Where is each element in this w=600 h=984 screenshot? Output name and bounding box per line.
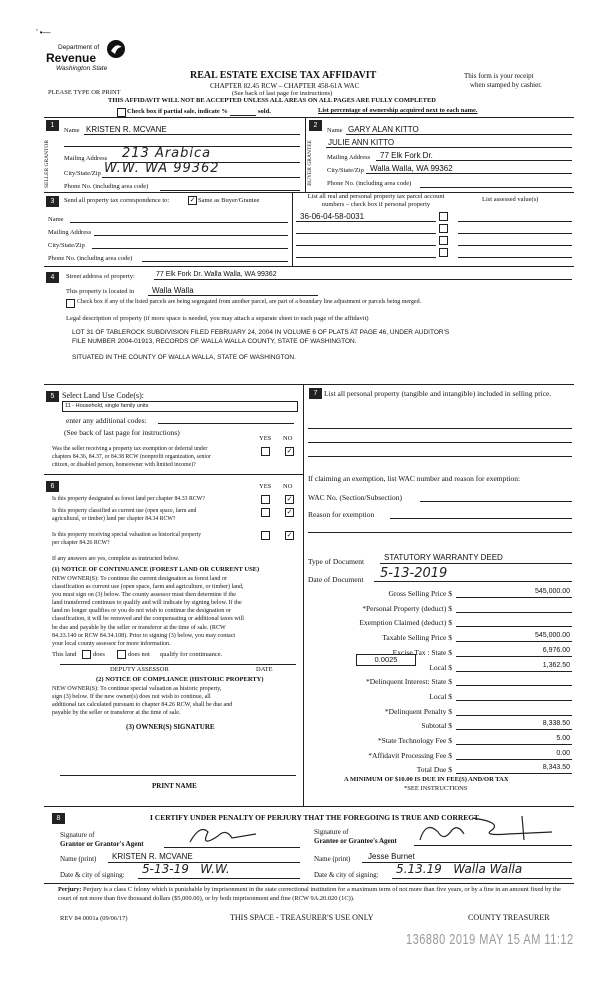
amount-label: *Personal Property (deduct) $ xyxy=(362,603,452,613)
perjury-statement xyxy=(58,886,572,903)
amount-label: Local $ xyxy=(429,691,452,701)
logo-dept: Department of xyxy=(58,44,100,51)
grantee-sig-label-1: Signature of xyxy=(314,828,349,836)
notice1-line: your local county assessor for more information. xyxy=(52,640,171,647)
notice1-line: 84.33.140 or RCW 84.34.108). Prior to signing (3) below, you may contact xyxy=(52,632,236,639)
seller-phone-line xyxy=(160,190,300,191)
doc-type-line xyxy=(380,563,572,564)
amount-label: Taxable Selling Price $ xyxy=(382,633,452,643)
current-use-q-2: agricultural, or timber) land per chapter 84.34 RCW? xyxy=(52,516,176,522)
section-6-top xyxy=(44,474,303,475)
amount-label: Total Due $ xyxy=(416,765,452,775)
legal-line-3: SITUATED IN THE COUNTY OF WALLA WALLA, STATE OF WASHINGTON. xyxy=(72,354,296,361)
form-chapter: CHAPTER 82.45 RCW – CHAPTER 458-61A WAC xyxy=(210,82,360,90)
located-label: This property is located in xyxy=(66,288,135,295)
notice1-line: be due and payable by the seller or transferor at the time of sale. (RCW xyxy=(52,624,226,631)
amount-line xyxy=(456,729,572,730)
wac-claim-label: If claiming an exemption, list WAC number and reason for exemption: xyxy=(308,474,521,483)
personal-line-1 xyxy=(308,428,572,429)
minimum-due-note: A MINIMUM OF $10.00 IS DUE IN FEE(S) AND/OR TAX xyxy=(344,776,509,783)
segregated-checkbox[interactable] xyxy=(66,299,75,308)
amount-line xyxy=(456,671,572,672)
grantor-sig-label-1: Signature of xyxy=(60,831,95,839)
receipt-note-2: when stamped by cashier. xyxy=(470,81,542,89)
amount-line xyxy=(456,700,572,701)
forest-yes-checkbox[interactable] xyxy=(261,495,270,504)
grantee-sig-label-2: Grantee or Grantee's Agent xyxy=(314,837,397,845)
parcel-line-2 xyxy=(296,233,436,234)
land-use-select[interactable]: 11 - Household, single family units xyxy=(62,401,298,412)
partial-sale-line xyxy=(230,115,256,116)
buyer-city-label: City/State/Zip xyxy=(327,167,364,174)
assessed-line-2 xyxy=(458,233,572,234)
s5-see-back: (See back of last page for instructions) xyxy=(64,428,180,437)
buyer-phone-line xyxy=(420,187,572,188)
buyer-name-line xyxy=(346,134,572,135)
current-use-yes-checkbox[interactable] xyxy=(261,508,270,517)
exemption-q-3: citizen, or disabled person, homeowner with limited income)? xyxy=(52,462,196,468)
s3-city-label: City/State/Zip xyxy=(48,242,85,249)
same-as-buyer-label: Same as Buyer/Grantee xyxy=(198,197,260,204)
amount-label: *Delinquent Penalty $ xyxy=(384,706,452,716)
perjury-top xyxy=(44,883,574,884)
reason-line xyxy=(390,518,572,519)
not-accepted-warning: THIS AFFIDAVIT WILL NOT BE ACCEPTED UNLESS ALL AREAS ON ALL PAGES ARE FULLY COMPLETED xyxy=(108,97,436,104)
section-4-top xyxy=(44,266,574,267)
qualify-label: qualify for continuance. xyxy=(160,651,223,658)
exemption-q-2: chapters 84.36, 84.37, or 84.38 RCW (nonprofit organization, senior xyxy=(52,454,211,460)
s5-no-header: NO xyxy=(283,435,293,442)
s6-yes-header: YES xyxy=(259,483,272,490)
seller-name-label: Name xyxy=(64,127,80,134)
s3-city-line xyxy=(92,248,288,249)
received-stamp: 136880 2019 MAY 15 AM 11:12 xyxy=(406,932,574,948)
corner-marks: ’ •— xyxy=(36,28,51,37)
notice1-line: land transferred continues to qualify and will indicate by signing below. If the xyxy=(52,600,242,607)
buyer-phone-label: Phone No. (including area code) xyxy=(327,180,412,187)
amount-value[interactable]: 8,338.50 xyxy=(542,720,570,728)
seller-city[interactable]: W.W. WA 99362 xyxy=(104,161,220,176)
grantor-signature-icon xyxy=(160,822,270,850)
notice-compliance-body xyxy=(52,685,300,717)
deputy-assessor-label: DEPUTY ASSESSOR xyxy=(110,666,169,673)
additional-codes-label: enter any additional codes: xyxy=(66,416,147,425)
amount-label: Excise Tax : State $ xyxy=(392,647,452,657)
amount-label: Local $ xyxy=(429,662,452,672)
list-percentage-note: List percentage of ownership acquired next to each name. xyxy=(318,107,478,114)
grantee-sig-line xyxy=(414,845,572,846)
revenue-logo xyxy=(44,38,124,78)
historic-no-checkbox[interactable]: ✓ xyxy=(286,531,293,539)
buyer-city-line xyxy=(366,173,572,174)
notice2-line: NEW OWNER(S): To continue special valuation as historic property, xyxy=(52,686,222,692)
section-8-top xyxy=(44,806,574,807)
buyer-city[interactable]: Walla Walla, WA 99362 xyxy=(370,164,453,173)
amount-value[interactable]: 6,976.00 xyxy=(542,646,570,654)
segregated-label: Check box if any of the listed parcels are being segregated from another parcel, are part of a boundary line adjustment or parcels being merged. xyxy=(77,299,422,305)
forest-no-checkbox[interactable]: ✓ xyxy=(286,495,293,503)
logo-swirl-icon xyxy=(106,38,126,60)
amount-label: Subtotal $ xyxy=(421,721,452,731)
grantor-date-label: Date & city of signing: xyxy=(60,871,125,879)
s5-yes-header: YES xyxy=(259,435,272,442)
perjury-text: Perjury is a class C felony which is punishable by imprisonment in the state correctional institution for a maximum term of not more than five years, or by a fine in an amount fixed by the court of not more than five thousand dollars ($5,000.00), or by both imprisonment and fine (RCW 9A.20.020 (1C)). xyxy=(58,886,561,902)
amount-line xyxy=(456,612,572,613)
section-5-number: 5 xyxy=(46,391,59,402)
section-2-number: 2 xyxy=(309,120,322,131)
buyer-side-label: BUYER GRANTEE xyxy=(307,140,313,186)
parcel-personal-checkbox-3[interactable] xyxy=(439,236,448,245)
owner-signature-label: (3) OWNER(S) SIGNATURE xyxy=(126,723,215,731)
form-number: REV 84 0001a (09/06/17) xyxy=(60,915,128,922)
please-type: PLEASE TYPE OR PRINT xyxy=(48,89,121,96)
buyer-mailing-line xyxy=(376,160,572,161)
this-land-label: This land xyxy=(52,651,77,658)
historic-q-2: per chapter 84.26 RCW? xyxy=(52,540,110,546)
notice-continuance-body xyxy=(52,575,300,648)
notice1-line: classification as current use (open space, farm and agriculture, or timber) land, xyxy=(52,584,244,591)
amount-label: Exemption Claimed (deduct) $ xyxy=(359,618,452,628)
section-5-top xyxy=(44,384,574,385)
exemption-no-checkbox[interactable]: ✓ xyxy=(286,447,293,455)
s3-name-label: Name xyxy=(48,216,64,223)
amount-line xyxy=(456,656,572,657)
grantor-sig-label-2: Grantor or Grantor's Agent xyxy=(60,840,144,848)
does-label: does xyxy=(93,651,105,658)
section-1-number: 1 xyxy=(46,120,59,131)
parcel-header: List all real and personal property tax parcel account numbers – check box if personal property xyxy=(307,193,445,208)
see-instructions-note: *SEE INSTRUCTIONS xyxy=(404,785,468,792)
additional-codes-line xyxy=(158,423,294,424)
parcel-personal-checkbox-2[interactable] xyxy=(439,224,448,233)
s3-phone-line xyxy=(142,261,288,262)
doc-date-label: Date of Document xyxy=(308,575,364,584)
seller-mailing[interactable]: 213 Arabica xyxy=(122,146,212,161)
buyer-name-2[interactable]: JULIE ANN KITTO xyxy=(328,138,395,147)
amount-line xyxy=(456,641,572,642)
section-3-number: 3 xyxy=(46,196,59,207)
amount-value[interactable]: 545,000.00 xyxy=(534,632,570,640)
logo-name: Revenue xyxy=(46,51,97,65)
does-not-label: does not xyxy=(128,651,150,658)
forest-land-q: Is this property designated as forest land per chapter 84.33 RCW? xyxy=(52,496,205,502)
seller-mailing-label: Mailing Address xyxy=(64,155,108,162)
seller-phone-label: Phone No. (including area code) xyxy=(64,183,149,190)
seller-side-label: SELLER GRANTOR xyxy=(44,140,50,189)
notice-continuance-title: (1) NOTICE OF CONTINUANCE (FOREST LAND OR CURRENT USE) xyxy=(52,566,260,573)
print-name-line xyxy=(60,775,296,776)
legal-label: Legal description of property (if more space is needed, you may attach a separate sheet to each page of the affidavit) xyxy=(66,315,369,322)
notice2-line: sign (3) below. If the new owner(s) does not wish to continue, all xyxy=(52,694,211,700)
parcel-line-3 xyxy=(296,245,436,246)
sold-label: sold. xyxy=(258,108,271,115)
parcel-number-1[interactable]: 36-06-04-58-0031 xyxy=(300,212,365,221)
located-in[interactable]: Walla Walla xyxy=(152,286,194,295)
local-rate-box[interactable]: 0.0025 xyxy=(356,654,416,666)
grantee-name-label: Name (print) xyxy=(314,855,351,863)
amount-label: *Affidavit Processing Fee $ xyxy=(368,750,452,760)
assessed-header: List assessed value(s) xyxy=(482,196,539,203)
parcel-personal-checkbox-4[interactable] xyxy=(439,248,448,257)
amount-line xyxy=(456,597,572,598)
grantee-signature-icon xyxy=(412,812,562,846)
personal-property-label: List all personal property (tangible and intangible) included in selling price. xyxy=(324,389,552,398)
amount-value[interactable]: 0.00 xyxy=(556,749,570,757)
notice2-line: additional tax calculated pursuant to chapter 84.26 RCW, shall be due and xyxy=(52,702,233,708)
print-name-label: PRINT NAME xyxy=(152,782,197,790)
seller-name[interactable]: KRISTEN R. MCVANE xyxy=(86,125,167,134)
notice1-line: you must sign on (3) below. The county assessor must then determine if the xyxy=(52,592,236,599)
section-6-number: 6 xyxy=(46,481,59,492)
amount-label: *Delinquent Interest: State $ xyxy=(365,677,452,687)
seller-city-line xyxy=(102,177,300,178)
notice2-line: payable by the seller or transferor at the time of sale. xyxy=(52,710,181,716)
doc-date-line xyxy=(374,581,572,582)
buyer-mailing[interactable]: 77 Elk Fork Dr. xyxy=(380,151,433,160)
historic-yes-checkbox[interactable] xyxy=(261,531,270,540)
form-title: REAL ESTATE EXCISE TAX AFFIDAVIT xyxy=(190,70,377,81)
frame-top xyxy=(44,117,574,118)
assessed-line-1 xyxy=(458,221,572,222)
wac-no-label: WAC No. (Section/Subsection) xyxy=(308,493,402,502)
seller-city-label: City/State/Zip xyxy=(64,170,101,177)
parcel-line-4 xyxy=(296,257,436,258)
does-not-checkbox[interactable] xyxy=(117,650,126,659)
buyer-name-1[interactable]: GARY ALAN KITTO xyxy=(348,125,419,134)
seller-name-line xyxy=(84,134,300,135)
amount-value[interactable]: 545,000.00 xyxy=(534,588,570,595)
doc-type-label: Type of Document xyxy=(308,557,365,566)
exemption-q-1: Was the seller receiving a property tax exemption or deferral under xyxy=(52,446,208,452)
notice1-line: classification, it will be removed and the compensating or additional taxes will xyxy=(52,616,244,623)
grantor-date-line xyxy=(138,878,300,879)
notice1-line: land no longer qualifies or you do not wish to continue the designation or xyxy=(52,608,231,615)
amount-value[interactable]: 1,362.50 xyxy=(542,661,570,669)
grantor-date-city[interactable]: 5-13-19 W.W. xyxy=(142,862,230,876)
grantor-name-label: Name (print) xyxy=(60,855,97,863)
personal-line-2 xyxy=(308,442,572,443)
doc-date[interactable]: 5-13-2019 xyxy=(380,566,448,581)
buyer-mailing-label: Mailing Address xyxy=(327,154,371,161)
amount-value[interactable]: 8,343.50 xyxy=(542,764,570,772)
legal-line-2: FILE NUMBER 2004-01913, RECORDS OF WALLA WALLA COUNTY, STATE OF WASHINGTON. xyxy=(72,338,357,345)
street-address[interactable]: 77 Elk Fork Dr. Walla Walla, WA 99362 xyxy=(156,271,277,278)
amount-line xyxy=(456,626,572,627)
amount-line xyxy=(456,685,572,686)
personal-line-3 xyxy=(308,456,572,457)
reason-line-2 xyxy=(308,532,572,533)
historic-q-1: Is this property receiving special valuation as historical property xyxy=(52,532,202,538)
s3-mailing-line xyxy=(94,235,288,236)
amount-label: *State Technology Fee $ xyxy=(377,736,452,745)
amount-line xyxy=(456,744,572,745)
parcel-line-1 xyxy=(296,221,436,222)
logo-state: Washington State xyxy=(56,65,108,72)
deputy-line xyxy=(60,664,296,665)
section-4-number: 4 xyxy=(46,272,59,283)
grantee-date-city[interactable]: 5.13.19 Walla Walla xyxy=(396,862,523,876)
deputy-date-label: DATE xyxy=(256,666,273,673)
certify-statement: I CERTIFY UNDER PENALTY OF PERJURY THAT THE FOREGOING IS TRUE AND CORRECT. xyxy=(150,813,481,822)
buyer-name-label: Name xyxy=(327,127,343,134)
reason-label: Reason for exemption xyxy=(308,510,375,519)
current-use-no-checkbox[interactable]: ✓ xyxy=(286,508,293,516)
grantee-date-label: Date & city of signing: xyxy=(314,871,379,879)
wac-no-line xyxy=(420,501,572,502)
land-use-label: Select Land Use Code(s): xyxy=(62,391,144,400)
s3-mailing-label: Mailing Address xyxy=(48,229,92,236)
s3-divider xyxy=(292,192,293,266)
county-treasurer: COUNTY TREASURER xyxy=(468,913,550,922)
partial-sale-label: Check box if partial sale, indicate % xyxy=(127,108,228,115)
section-8-number: 8 xyxy=(52,813,65,824)
notice-compliance-title: (2) NOTICE OF COMPLIANCE (HISTORIC PROPERTY) xyxy=(96,676,264,683)
does-checkbox[interactable] xyxy=(82,650,91,659)
located-line xyxy=(148,295,318,296)
s3-phone-label: Phone No. (including area code) xyxy=(48,255,133,262)
notice1-line: NEW OWNER(S): To continue the current designation as forest land or xyxy=(52,576,228,582)
doc-type[interactable]: STATUTORY WARRANTY DEED xyxy=(384,553,503,562)
exemption-yes-checkbox[interactable] xyxy=(261,447,270,456)
amount-value[interactable]: 5.00 xyxy=(556,735,570,742)
assessed-line-3 xyxy=(458,245,572,246)
form-see-back: (See back of last page for instructions) xyxy=(232,90,333,97)
treasurer-space: THIS SPACE - TREASURER'S USE ONLY xyxy=(230,913,374,922)
s6-no-header: NO xyxy=(283,483,293,490)
same-as-buyer-checkbox[interactable]: ✓ xyxy=(189,196,196,204)
parcel-personal-checkbox-1[interactable] xyxy=(439,212,448,221)
partial-sale-checkbox[interactable] xyxy=(117,108,126,117)
buyer-name-line-2 xyxy=(326,147,572,148)
grantee-date-line xyxy=(392,878,572,879)
current-use-q-1: Is this property classified as current use (open space, farm and xyxy=(52,508,197,514)
amount-line xyxy=(456,773,572,774)
receipt-note-1: This form is your receipt xyxy=(464,72,534,80)
section-7-number: 7 xyxy=(309,388,322,399)
s3-name-line xyxy=(70,222,288,223)
grantee-name-print[interactable]: Jesse Burnet xyxy=(368,852,415,861)
grantor-sig-line xyxy=(164,847,300,848)
send-correspondence-label: Send all property tax correspondence to: xyxy=(64,197,170,204)
street-label: Street address of property: xyxy=(66,273,135,280)
if-yes-note: If any answers are yes, complete as instructed below. xyxy=(52,556,180,562)
grantor-name-print[interactable]: KRISTEN R. MCVANE xyxy=(112,852,193,861)
assessed-line-4 xyxy=(458,257,572,258)
amount-label: Gross Selling Price $ xyxy=(388,589,452,598)
legal-line-1: LOT 31 OF TABLEROCK SUBDIVISION FILED FEBRUARY 24, 2004 IN VOLUME 6 OF PLATS AT PAGE 46, UNDER AUDITOR'S xyxy=(72,329,450,336)
amount-line xyxy=(456,759,572,760)
street-line xyxy=(154,279,572,280)
perjury-label: Perjury: xyxy=(58,886,82,893)
frame-mid xyxy=(305,117,306,192)
amount-line xyxy=(456,715,572,716)
